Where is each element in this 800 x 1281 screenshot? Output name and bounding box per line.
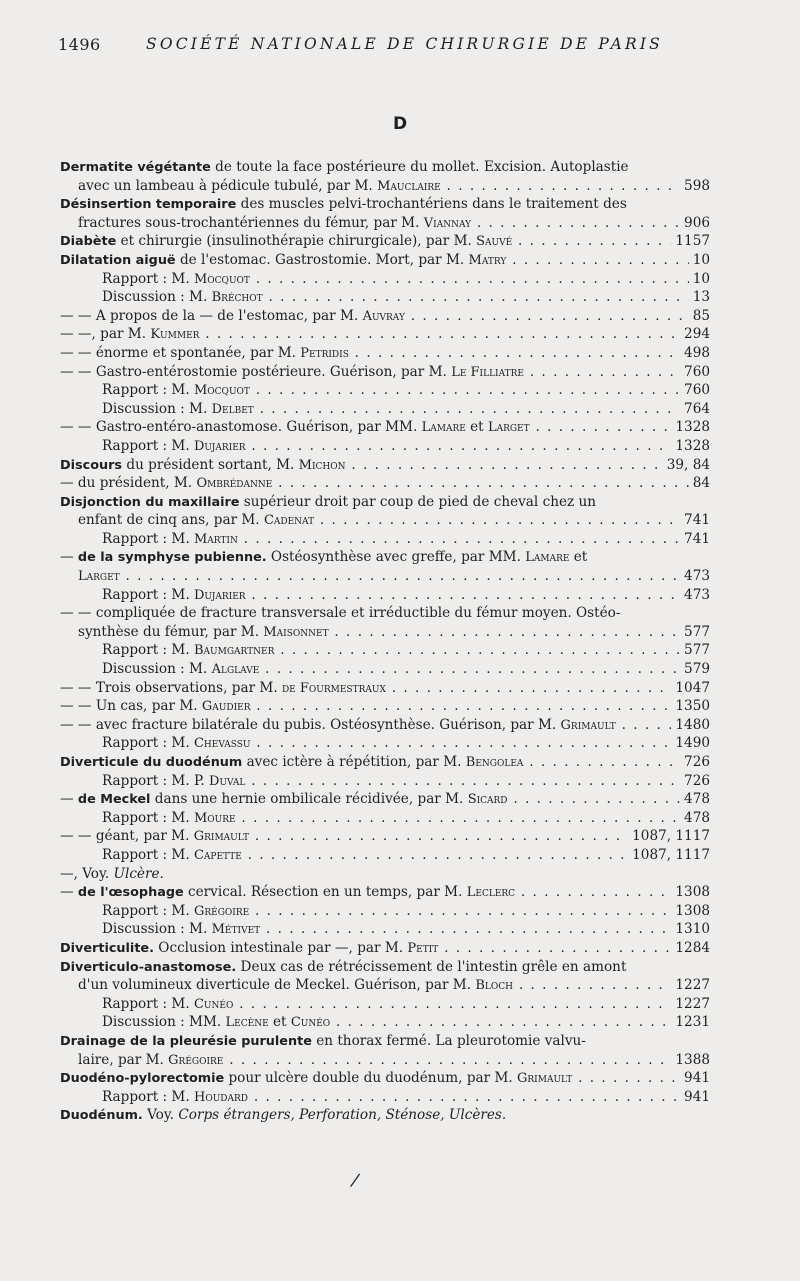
author-name: Ombrédanne <box>196 476 273 492</box>
page-reference: 726 <box>680 753 710 772</box>
entry-keyword: Duodéno-pylorectomie <box>60 1071 225 1087</box>
page-reference: 1328 <box>671 418 710 437</box>
index-subentry <box>60 1013 710 1032</box>
author-name: Capette <box>193 847 242 863</box>
page-reference: 1087, 1117 <box>628 846 710 865</box>
page-reference: 478 <box>680 809 710 828</box>
page-reference: 941 <box>680 1088 710 1107</box>
index-entry <box>60 1032 710 1051</box>
author-name: Grimault <box>193 829 249 845</box>
author-name: Delbet <box>211 401 254 417</box>
page-reference: 579 <box>680 660 710 679</box>
index-line <box>60 976 710 995</box>
author-name: Grimault <box>517 1071 573 1087</box>
entry-text: Occlusion intestinale par —, par M. <box>153 939 408 956</box>
entry-keyword: Duodénum. <box>60 1108 143 1124</box>
page-reference: 577 <box>680 623 710 642</box>
page-reference: 1047 <box>671 679 710 698</box>
entry-text: Voy. <box>142 1107 179 1124</box>
author-name: Grimault <box>560 717 616 733</box>
author-name: Chevassu <box>193 736 251 752</box>
index-line <box>60 214 710 233</box>
running-head <box>58 35 760 55</box>
entry-text: Rapport : M. <box>102 642 194 659</box>
entry-text: de l'estomac. Gastrostomie. Mort, par M. <box>175 251 469 268</box>
entry-keyword: Diverticulo-anastomose. <box>60 959 237 975</box>
entry-text: Rapport : M. <box>102 270 194 287</box>
index-line <box>60 883 710 902</box>
index-entry <box>60 958 710 977</box>
index-subentry <box>60 846 710 865</box>
entry-text: d'un volumineux diverticule de Meckel. Guérison, par M. <box>78 977 476 994</box>
page-reference: 577 <box>680 641 710 660</box>
page-reference: 498 <box>680 344 710 363</box>
entry-text: de toute la face postérieure du mollet. Excision. Autoplastie <box>210 159 629 175</box>
entry-text: et <box>268 1014 291 1031</box>
entry-text: — — avec fracture bilatérale du pubis. Ostéosynthèse. Guérison, par M. <box>60 716 561 733</box>
entry-text: Rapport : M. <box>102 437 194 454</box>
page-reference: 1231 <box>671 1013 710 1032</box>
entry-keyword: Dilatation aiguë <box>60 252 176 268</box>
index-subentry <box>60 270 710 289</box>
index-line <box>60 865 710 884</box>
entry-text: — — géant, par M. <box>60 828 194 845</box>
index-line <box>60 548 710 567</box>
index-subentry <box>60 400 710 419</box>
author-name: Mocquot <box>193 271 250 287</box>
page-reference: 473 <box>680 586 710 605</box>
index-line <box>60 177 710 196</box>
author-name: Maisonnet <box>263 624 329 640</box>
index-entry <box>60 1069 710 1088</box>
index-entry <box>60 753 710 772</box>
author-name: Baumgartner <box>193 643 275 659</box>
entry-keyword: Diverticulite. <box>60 940 154 956</box>
index-line <box>60 307 710 326</box>
author-name: Lamare <box>525 550 570 566</box>
index-entry <box>60 195 710 214</box>
author-name: Gaudier <box>201 699 251 715</box>
author-name: Dujarier <box>193 587 246 603</box>
entry-keyword: de l'œsophage <box>77 885 184 901</box>
index-line <box>60 604 710 623</box>
entry-text: Discussion : M. <box>102 400 212 417</box>
entry-text: — —, par M. <box>60 326 151 343</box>
index-line <box>60 827 710 846</box>
index-line <box>60 679 710 698</box>
entry-text: — — Un cas, par M. <box>60 698 202 715</box>
index-line <box>60 623 710 642</box>
index-subentry <box>60 530 710 549</box>
entry-text: Rapport : M. <box>102 1088 194 1105</box>
entry-keyword: Discours <box>60 457 123 473</box>
page-reference: 13 <box>689 288 710 307</box>
author-name: Bloch <box>475 978 514 994</box>
page-reference: 1087, 1117 <box>628 827 710 846</box>
author-name: Larget <box>78 569 120 585</box>
entry-text: — — A propos de la — de l'estomac, par M. <box>60 307 363 324</box>
index-line <box>60 474 710 493</box>
index-subentry <box>60 641 710 660</box>
page-reference: 1388 <box>671 1051 710 1070</box>
page-reference: 598 <box>680 177 710 196</box>
page-reference: 1308 <box>671 883 710 902</box>
page-reference: 473 <box>680 567 710 586</box>
page-reference: 1227 <box>671 976 710 995</box>
entry-text: synthèse du fémur, par M. <box>78 623 264 640</box>
author-name: Petridis <box>300 345 349 361</box>
entry-text: Rapport : M. <box>102 586 194 603</box>
author-name: Duval <box>209 773 246 789</box>
index-entry <box>60 456 710 475</box>
index-line <box>60 344 710 363</box>
page-reference: 1157 <box>671 232 710 251</box>
author-name: Bréchot <box>211 290 263 306</box>
page-reference: 1490 <box>671 734 710 753</box>
entry-text: — <box>60 884 78 901</box>
entry-text: Discussion : M. <box>102 289 212 306</box>
index-line <box>60 716 710 735</box>
index-entry <box>60 158 710 177</box>
entry-text: Rapport : M. <box>102 809 194 826</box>
index-subentry <box>60 437 710 456</box>
index-subentry <box>60 1088 710 1107</box>
entry-text: Rapport : M. <box>102 846 194 863</box>
author-name: Grégoire <box>193 903 250 919</box>
author-name: Cunéo <box>193 996 234 1012</box>
index-entry <box>60 232 710 251</box>
entry-text: Ostéosynthèse avec greffe, par MM. <box>266 549 526 566</box>
author-name: Moure <box>193 810 236 826</box>
author-name: Petit <box>407 940 439 956</box>
page-reference: 741 <box>680 511 710 530</box>
index-line <box>60 511 710 530</box>
entry-text: avec ictère à répétition, par M. <box>242 754 466 770</box>
page-reference: 10 <box>689 251 710 270</box>
page-reference: 1328 <box>671 437 710 456</box>
entry-text: et <box>465 419 488 436</box>
author-name: Cadenat <box>263 513 315 529</box>
entry-text: fractures sous-trochantériennes du fémur, par M. <box>78 214 424 231</box>
entry-text: Rapport : M. <box>102 382 194 399</box>
index-subentry <box>60 660 710 679</box>
page-reference: 741 <box>680 530 710 549</box>
author-name: Michon <box>298 457 346 473</box>
page-reference: 941 <box>680 1069 710 1088</box>
author-name: Kummer <box>150 327 200 343</box>
entry-keyword: de la symphyse pubienne. <box>77 550 267 566</box>
page-reference: 906 <box>680 214 710 233</box>
journal-title: SOCIÉTÉ NATIONALE DE CHIRURGIE DE PARIS <box>146 35 663 53</box>
pencil-mark: / <box>348 1169 362 1192</box>
page-reference: 1480 <box>671 716 710 735</box>
entry-text: Rapport : M. <box>102 902 194 919</box>
page-reference: 10 <box>689 270 710 289</box>
page-reference: 760 <box>680 363 710 382</box>
author-name: Grégoire <box>168 1052 224 1068</box>
entry-text: Discussion : MM. <box>102 1014 226 1031</box>
entry-text: — <box>60 791 78 808</box>
entry-keyword: Désinsertion temporaire <box>60 197 237 213</box>
author-name: Leclerc <box>466 885 516 901</box>
entry-text: Deux cas de rétrécissement de l'intestin grêle en amont <box>236 958 627 975</box>
index-subentry <box>60 772 710 791</box>
author-name: Lecène <box>225 1015 269 1031</box>
index-subentry <box>60 734 710 753</box>
author-name: Auvray <box>362 308 405 324</box>
index-line <box>60 325 710 344</box>
author-name: Dujarier <box>193 438 246 454</box>
author-name: de Fourmestraux <box>281 680 386 696</box>
page-reference: 1227 <box>671 995 710 1014</box>
index-entry <box>60 251 710 270</box>
author-name: Matry <box>468 252 507 268</box>
index-line <box>60 363 710 382</box>
entry-text: du président sortant, M. <box>122 456 299 473</box>
entry-text: — — Gastro-entéro-anastomose. Guérison, par MM. <box>60 419 422 436</box>
page-reference: 764 <box>680 400 710 419</box>
entry-keyword: Dermatite végétante <box>60 160 211 175</box>
entry-text: en thorax fermé. La pleurotomie valvu- <box>311 1032 586 1049</box>
page-reference: 1310 <box>671 920 710 939</box>
author-name: Viannay <box>423 215 472 231</box>
entry-text: enfant de cinq ans, par M. <box>78 512 264 529</box>
page-reference: 478 <box>680 790 710 809</box>
entry-text: et <box>569 549 588 566</box>
entry-text: Discussion : M. <box>102 661 212 678</box>
see-also-text: Ulcère. <box>113 865 164 882</box>
index-line <box>60 790 710 809</box>
index-line <box>60 567 710 586</box>
index-subentry <box>60 381 710 400</box>
entry-text: — <box>60 549 78 566</box>
page-reference: 294 <box>680 325 710 344</box>
author-name: Alglave <box>211 662 260 678</box>
page-reference: 85 <box>689 307 710 326</box>
page-reference: 760 <box>680 381 710 400</box>
index-subentry <box>60 920 710 939</box>
index-subentry <box>60 995 710 1014</box>
author-name: Le Filliatre <box>451 364 524 380</box>
page-reference: 84 <box>689 474 710 493</box>
entry-text: Rapport : M. <box>102 530 194 547</box>
entry-text: et chirurgie (insulinothérapie chirurgicale), par M. <box>116 233 477 250</box>
entry-keyword: Diabète <box>60 234 117 250</box>
section-letter: D <box>392 114 408 134</box>
entry-keyword: Disjonction du maxillaire <box>60 494 240 510</box>
entry-keyword: Drainage de la pleurésie purulente <box>60 1033 312 1049</box>
entry-text: Rapport : M. <box>102 735 194 752</box>
index-entry <box>60 939 710 958</box>
entry-keyword: de Meckel <box>77 792 151 808</box>
page-reference: 1308 <box>671 902 710 921</box>
index-subentry <box>60 809 710 828</box>
page-reference: 39, 84 <box>663 456 710 475</box>
author-name: Mauclaire <box>377 178 441 194</box>
author-name: Sicard <box>467 792 508 808</box>
page-reference: 1284 <box>671 939 710 958</box>
author-name: Bengolea <box>465 755 524 770</box>
entry-text: — — Trois observations, par M. <box>60 679 282 696</box>
entry-text: — du président, M. <box>60 475 197 492</box>
entry-keyword: Diverticule du duodénum <box>60 755 243 770</box>
entry-text: pour ulcère double du duodénum, par M. <box>224 1070 518 1087</box>
entry-text: Rapport : M. P. <box>102 772 210 789</box>
author-name: Métivet <box>211 922 261 938</box>
author-name: Mocquot <box>193 383 250 399</box>
page-reference: 1350 <box>671 697 710 716</box>
entry-text: cervical. Résection en un temps, par M. <box>183 884 467 901</box>
entry-text: des muscles pelvi-trochantériens dans le traitement des <box>236 196 627 213</box>
see-also-text: Corps étrangers, Perforation, Sténose, Ulcères. <box>178 1107 507 1124</box>
index-subentry <box>60 902 710 921</box>
index-line <box>60 418 710 437</box>
entry-text: supérieur droit par coup de pied de cheval chez un <box>239 493 596 510</box>
author-name: Larget <box>487 420 530 436</box>
index-entries <box>60 158 710 1125</box>
entry-text: laire, par M. <box>78 1051 169 1068</box>
entry-text: dans une hernie ombilicale récidivée, par M. <box>150 791 468 808</box>
author-name: Martin <box>193 531 238 547</box>
index-subentry <box>60 586 710 605</box>
author-name: Lamare <box>421 420 466 436</box>
entry-text: —, Voy. <box>60 865 114 882</box>
author-name: Sauvé <box>476 234 513 250</box>
entry-text: Discussion : M. <box>102 921 212 938</box>
entry-text: — — Gastro-entérostomie postérieure. Guérison, par M. <box>60 363 452 380</box>
index-entry <box>60 493 710 512</box>
page-reference: 726 <box>680 772 710 791</box>
author-name: Cunéo <box>290 1015 331 1031</box>
entry-text: — — énorme et spontanée, par M. <box>60 344 301 361</box>
index-entry <box>60 1106 710 1125</box>
page-number: 1496 <box>58 35 101 54</box>
index-line <box>60 1051 710 1070</box>
entry-text: — — compliquée de fracture transversale et irréductible du fémur moyen. Ostéo- <box>60 605 621 622</box>
index-subentry <box>60 288 710 307</box>
entry-text: avec un lambeau à pédicule tubulé, par M. <box>78 177 378 194</box>
author-name: Houdard <box>193 1089 248 1105</box>
index-line <box>60 697 710 716</box>
entry-text: Rapport : M. <box>102 995 194 1012</box>
